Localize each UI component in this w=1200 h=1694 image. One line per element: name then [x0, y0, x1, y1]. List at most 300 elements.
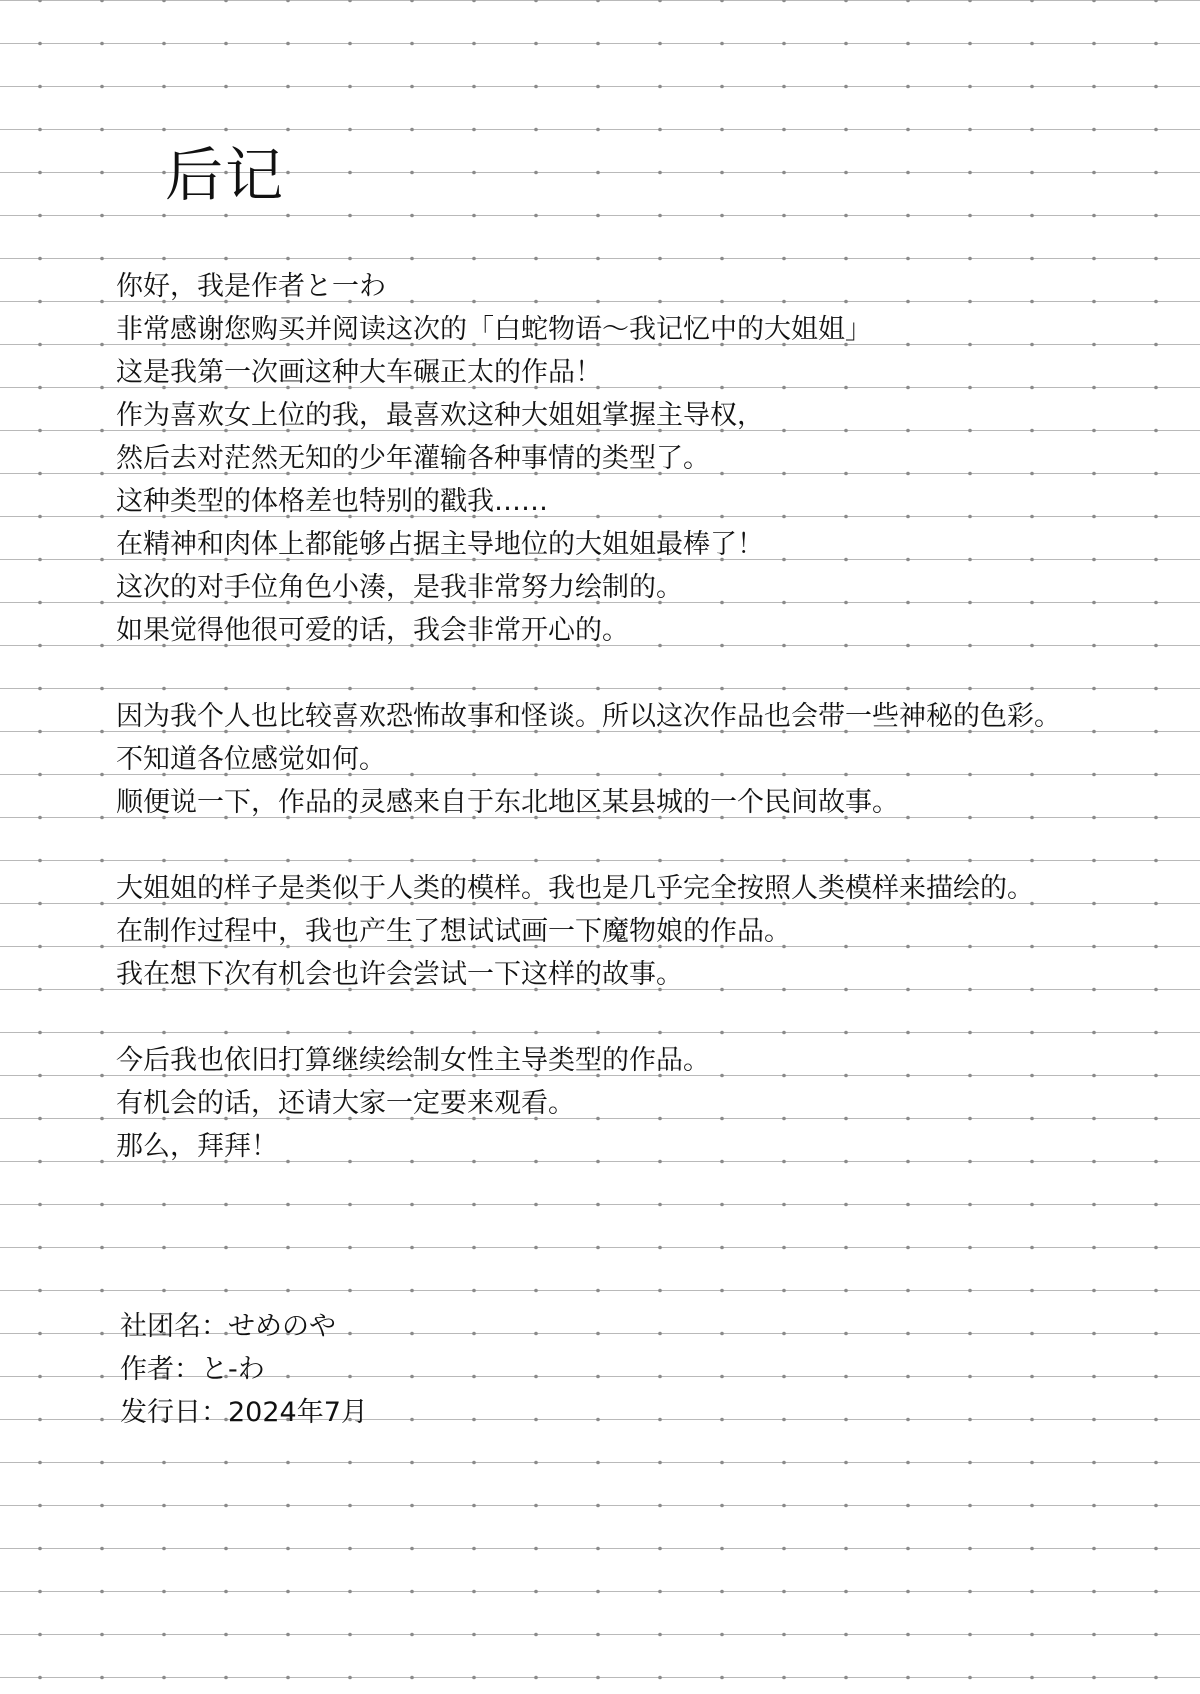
ruled-dot	[596, 1246, 600, 1250]
ruled-dot	[844, 85, 848, 89]
text-line: 这次的对手位角色小湊，是我非常努力绘制的。	[116, 572, 683, 603]
ruled-dot	[968, 515, 972, 519]
ruled-dot	[286, 1504, 290, 1508]
ruled-dot	[844, 1547, 848, 1551]
ruled-dot	[782, 988, 786, 992]
ruled-dot	[1154, 558, 1158, 562]
ruled-dot	[1154, 171, 1158, 175]
ruled-dot	[1092, 171, 1096, 175]
ruled-dot	[1030, 816, 1034, 820]
ruled-dot	[844, 1676, 848, 1680]
ruled-dot	[472, 1504, 476, 1508]
ruled-dot	[596, 1332, 600, 1336]
ruled-dot	[472, 171, 476, 175]
text-line: 这是我第一次画这种大车碾正太的作品！	[116, 357, 602, 388]
ruled-dot	[844, 687, 848, 691]
ruled-dot	[286, 1547, 290, 1551]
ruled-dot	[1030, 343, 1034, 347]
ruled-dot	[1092, 300, 1096, 304]
ruled-dot	[38, 1332, 42, 1336]
ruled-dot	[1030, 1547, 1034, 1551]
text-line: 大姐姐的样子是类似于人类的模样。我也是几乎完全按照人类模样来描绘的。	[116, 873, 1034, 904]
ruled-dot	[38, 1160, 42, 1164]
ruled-dot	[410, 1504, 414, 1508]
ruled-dot	[906, 1504, 910, 1508]
ruled-dot	[1030, 1074, 1034, 1078]
ruled-dot	[472, 1160, 476, 1164]
ruled-dot	[38, 1375, 42, 1379]
ruled-dot	[844, 1418, 848, 1422]
ruled-dot	[720, 171, 724, 175]
ruled-dot	[596, 85, 600, 89]
ruled-dot	[286, 1461, 290, 1465]
ruled-dot	[410, 1676, 414, 1680]
ruled-dot	[1092, 1074, 1096, 1078]
ruled-dot	[782, 644, 786, 648]
ruled-dot	[1092, 1160, 1096, 1164]
ruled-dot	[1092, 1246, 1096, 1250]
ruled-dot	[38, 128, 42, 132]
ruled-dot	[1092, 988, 1096, 992]
ruled-dot	[348, 1547, 352, 1551]
ruled-dot	[38, 257, 42, 261]
ruled-dot	[100, 816, 104, 820]
ruled-dot	[596, 1676, 600, 1680]
ruled-dot	[472, 1332, 476, 1336]
ruled-dot	[38, 171, 42, 175]
ruled-dot	[782, 558, 786, 562]
ruled-dot	[348, 1289, 352, 1293]
ruled-dot	[348, 1375, 352, 1379]
ruled-dot	[472, 773, 476, 777]
ruled-dot	[968, 386, 972, 390]
ruled-dot	[906, 644, 910, 648]
ruled-dot	[906, 1590, 910, 1594]
ruled-dot	[844, 1633, 848, 1637]
ruled-dot	[906, 171, 910, 175]
ruled-dot	[658, 1504, 662, 1508]
ruled-dot	[100, 85, 104, 89]
ruled-dot	[286, 1375, 290, 1379]
ruled-dot	[968, 816, 972, 820]
ruled-dot	[906, 945, 910, 949]
ruled-dot	[534, 42, 538, 46]
ruled-dot	[348, 1160, 352, 1164]
ruled-dot	[1092, 515, 1096, 519]
ruled-dot	[658, 1117, 662, 1121]
ruled-dot	[844, 1031, 848, 1035]
ruled-dot	[844, 1461, 848, 1465]
ruled-dot	[1030, 601, 1034, 605]
ruled-dot	[968, 1590, 972, 1594]
ruled-dot	[100, 472, 104, 476]
ruled-dot	[658, 515, 662, 519]
ruled-dot	[1030, 1375, 1034, 1379]
ruled-dot	[844, 773, 848, 777]
ruled-dot	[472, 1676, 476, 1680]
ruled-dot	[348, 1590, 352, 1594]
ruled-dot	[968, 1676, 972, 1680]
ruled-dot	[844, 859, 848, 863]
ruled-dot	[1092, 902, 1096, 906]
ruled-dot	[1154, 687, 1158, 691]
ruled-dot	[1030, 1203, 1034, 1207]
ruled-dot	[658, 1590, 662, 1594]
ruled-dot	[844, 1289, 848, 1293]
ruled-dot	[844, 1074, 848, 1078]
ruled-dot	[906, 472, 910, 476]
ruled-dot	[1030, 42, 1034, 46]
ruled-dot	[1154, 816, 1158, 820]
ruled-dot	[410, 687, 414, 691]
ruled-dot	[968, 1117, 972, 1121]
ruled-dot	[1030, 1031, 1034, 1035]
ruled-dot	[1154, 1117, 1158, 1121]
ruled-dot	[1030, 1418, 1034, 1422]
ruled-dot	[782, 1246, 786, 1250]
ruled-dot	[1030, 1676, 1034, 1680]
text-line: 在精神和肉体上都能够占据主导地位的大姐姐最棒了！	[116, 529, 764, 560]
ruled-dot	[1030, 171, 1034, 175]
ruled-dot	[100, 1461, 104, 1465]
ruled-dot	[720, 1590, 724, 1594]
text-line: 然后去对茫然无知的少年灌输各种事情的类型了。	[116, 443, 710, 474]
ruled-dot	[38, 1633, 42, 1637]
ruled-dot	[906, 988, 910, 992]
ruled-dot	[968, 85, 972, 89]
ruled-dot	[844, 1117, 848, 1121]
ruled-dot	[1030, 859, 1034, 863]
ruled-dot	[100, 945, 104, 949]
ruled-dot	[534, 773, 538, 777]
ruled-dot	[472, 1031, 476, 1035]
ruled-dot	[1030, 472, 1034, 476]
ruled-dot	[348, 42, 352, 46]
ruled-dot	[844, 1375, 848, 1379]
ruled-dot	[720, 1203, 724, 1207]
ruled-dot	[1030, 1461, 1034, 1465]
text-line: 这种类型的体格差也特别的戳我……	[116, 486, 548, 517]
ruled-dot	[1030, 1590, 1034, 1594]
ruled-dot	[348, 1461, 352, 1465]
ruled-dot	[1030, 1160, 1034, 1164]
ruled-dot	[1154, 1246, 1158, 1250]
ruled-dot	[286, 1160, 290, 1164]
ruled-dot	[410, 85, 414, 89]
ruled-dot	[286, 257, 290, 261]
ruled-dot	[472, 300, 476, 304]
ruled-dot	[596, 1418, 600, 1422]
ruled-dot	[844, 1332, 848, 1336]
ruled-dot	[534, 1160, 538, 1164]
text-line: 非常感谢您购买并阅读这次的「白蛇物语～我记忆中的大姐姐」	[116, 314, 872, 345]
ruled-dot	[286, 0, 290, 2]
ruled-dot	[534, 1590, 538, 1594]
ruled-dot	[906, 816, 910, 820]
ruled-dot	[720, 601, 724, 605]
ruled-dot	[348, 1203, 352, 1207]
ruled-dot	[410, 1418, 414, 1422]
ruled-dot	[968, 1633, 972, 1637]
ruled-dot	[906, 859, 910, 863]
ruled-dot	[162, 128, 166, 132]
ruled-dot	[286, 859, 290, 863]
ruled-dot	[286, 1633, 290, 1637]
ruled-dot	[534, 171, 538, 175]
ruled-dot	[38, 386, 42, 390]
author-name: 作者：と-わ	[120, 1354, 265, 1385]
ruled-dot	[224, 1031, 228, 1035]
ruled-dot	[162, 687, 166, 691]
ruled-dot	[1154, 644, 1158, 648]
ruled-dot	[906, 687, 910, 691]
ruled-dot	[410, 128, 414, 132]
ruled-dot	[224, 85, 228, 89]
ruled-dot	[1154, 257, 1158, 261]
ruled-dot	[844, 515, 848, 519]
ruled-dot	[534, 128, 538, 132]
ruled-dot	[906, 343, 910, 347]
ruled-dot	[968, 644, 972, 648]
ruled-dot	[534, 257, 538, 261]
ruled-dot	[782, 1074, 786, 1078]
ruled-dot	[100, 429, 104, 433]
ruled-dot	[1154, 515, 1158, 519]
ruled-dot	[906, 601, 910, 605]
ruled-dot	[720, 386, 724, 390]
ruled-dot	[782, 859, 786, 863]
ruled-dot	[596, 1547, 600, 1551]
ruled-dot	[38, 558, 42, 562]
ruled-dot	[162, 1461, 166, 1465]
ruled-dot	[38, 42, 42, 46]
ruled-dot	[472, 1246, 476, 1250]
ruled-dot	[906, 1160, 910, 1164]
ruled-dot	[1154, 902, 1158, 906]
ruled-dot	[782, 1117, 786, 1121]
ruled-dot	[38, 902, 42, 906]
ruled-dot	[658, 0, 662, 2]
ruled-dot	[844, 0, 848, 2]
ruled-dot	[968, 42, 972, 46]
ruled-dot	[100, 859, 104, 863]
ruled-dot	[1030, 687, 1034, 691]
text-line: 你好，我是作者と一わ	[116, 271, 386, 302]
ruled-dot	[38, 0, 42, 2]
ruled-dot	[38, 601, 42, 605]
text-line: 不知道各位感觉如何。	[116, 744, 386, 775]
ruled-dot	[1030, 85, 1034, 89]
ruled-dot	[162, 1676, 166, 1680]
ruled-dot	[472, 687, 476, 691]
ruled-dot	[1092, 1375, 1096, 1379]
ruled-dot	[1092, 1203, 1096, 1207]
ruled-dot	[224, 1461, 228, 1465]
ruled-dot	[844, 472, 848, 476]
ruled-dot	[224, 0, 228, 2]
ruled-dot	[906, 386, 910, 390]
ruled-dot	[968, 773, 972, 777]
ruled-dot	[534, 1246, 538, 1250]
ruled-dot	[1092, 1590, 1096, 1594]
ruled-dot	[1154, 1203, 1158, 1207]
ruled-dot	[906, 214, 910, 218]
ruled-dot	[1154, 1375, 1158, 1379]
ruled-dot	[38, 644, 42, 648]
ruled-dot	[38, 945, 42, 949]
ruled-dot	[1092, 773, 1096, 777]
ruled-dot	[720, 1676, 724, 1680]
ruled-dot	[534, 1375, 538, 1379]
ruled-dot	[472, 1633, 476, 1637]
ruled-dot	[534, 1547, 538, 1551]
ruled-dot	[1092, 1117, 1096, 1121]
ruled-dot	[1030, 644, 1034, 648]
ruled-dot	[782, 1203, 786, 1207]
ruled-dot	[472, 128, 476, 132]
ruled-dot	[844, 171, 848, 175]
ruled-dot	[968, 1203, 972, 1207]
ruled-dot	[782, 0, 786, 2]
ruled-dot	[534, 687, 538, 691]
ruled-dot	[286, 128, 290, 132]
ruled-dot	[720, 1461, 724, 1465]
ruled-dot	[1092, 214, 1096, 218]
ruled-dot	[1030, 558, 1034, 562]
ruled-dot	[906, 85, 910, 89]
ruled-dot	[658, 1461, 662, 1465]
ruled-dot	[410, 1590, 414, 1594]
ruled-dot	[286, 85, 290, 89]
ruled-dot	[38, 1590, 42, 1594]
ruled-dot	[410, 1461, 414, 1465]
ruled-dot	[1092, 644, 1096, 648]
ruled-dot	[906, 1289, 910, 1293]
ruled-dot	[224, 687, 228, 691]
ruled-dot	[100, 1418, 104, 1422]
ruled-dot	[782, 1633, 786, 1637]
ruled-dot	[1030, 386, 1034, 390]
ruled-dot	[38, 988, 42, 992]
ruled-dot	[1092, 1289, 1096, 1293]
ruled-dot	[720, 1375, 724, 1379]
ruled-dot	[968, 1375, 972, 1379]
ruled-dot	[720, 773, 724, 777]
ruled-dot	[100, 1504, 104, 1508]
ruled-dot	[38, 816, 42, 820]
ruled-dot	[1092, 945, 1096, 949]
ruled-dot	[1092, 386, 1096, 390]
ruled-dot	[968, 1160, 972, 1164]
ruled-dot	[410, 1160, 414, 1164]
ruled-dot	[1030, 515, 1034, 519]
ruled-dot	[596, 0, 600, 2]
ruled-dot	[968, 0, 972, 2]
ruled-dot	[100, 1203, 104, 1207]
ruled-dot	[348, 85, 352, 89]
ruled-dot	[100, 386, 104, 390]
ruled-dot	[720, 644, 724, 648]
ruled-dot	[782, 214, 786, 218]
ruled-dot	[844, 257, 848, 261]
ruled-dot	[658, 1160, 662, 1164]
ruled-dot	[1030, 1246, 1034, 1250]
ruled-dot	[658, 1375, 662, 1379]
ruled-dot	[348, 1246, 352, 1250]
ruled-dot	[100, 1117, 104, 1121]
ruled-dot	[534, 859, 538, 863]
ruled-dot	[782, 1461, 786, 1465]
ruled-dot	[100, 128, 104, 132]
ruled-dot	[38, 214, 42, 218]
ruled-dot	[844, 1590, 848, 1594]
ruled-dot	[658, 85, 662, 89]
ruled-dot	[906, 1203, 910, 1207]
text-line: 有机会的话，还请大家一定要来观看。	[116, 1088, 575, 1119]
ruled-dot	[410, 1246, 414, 1250]
ruled-dot	[224, 1289, 228, 1293]
ruled-dot	[472, 1203, 476, 1207]
ruled-dot	[100, 300, 104, 304]
ruled-dot	[472, 0, 476, 2]
ruled-dot	[968, 257, 972, 261]
ruled-dot	[1154, 1676, 1158, 1680]
ruled-dot	[1092, 343, 1096, 347]
ruled-dot	[720, 1504, 724, 1508]
ruled-dot	[906, 300, 910, 304]
circle-name: 社团名：せめのや	[120, 1311, 336, 1342]
ruled-dot	[162, 1246, 166, 1250]
ruled-dot	[1030, 1332, 1034, 1336]
ruled-dot	[224, 1246, 228, 1250]
ruled-dot	[38, 1246, 42, 1250]
ruled-dot	[782, 85, 786, 89]
ruled-dot	[38, 429, 42, 433]
ruled-dot	[596, 1289, 600, 1293]
ruled-dot	[658, 644, 662, 648]
ruled-dot	[1092, 601, 1096, 605]
ruled-dot	[906, 1332, 910, 1336]
ruled-dot	[596, 214, 600, 218]
ruled-dot	[1154, 1160, 1158, 1164]
ruled-dot	[410, 300, 414, 304]
ruled-dot	[1154, 1418, 1158, 1422]
ruled-dot	[1092, 1418, 1096, 1422]
page-title: 后记	[165, 141, 286, 209]
ruled-dot	[720, 1246, 724, 1250]
ruled-dot	[1030, 1504, 1034, 1508]
ruled-dot	[968, 429, 972, 433]
ruled-dot	[38, 515, 42, 519]
ruled-dot	[1030, 214, 1034, 218]
ruled-dot	[658, 1203, 662, 1207]
ruled-dot	[658, 687, 662, 691]
ruled-dot	[1154, 601, 1158, 605]
ruled-dot	[38, 85, 42, 89]
ruled-dot	[286, 1203, 290, 1207]
ruled-dot	[1092, 730, 1096, 734]
ruled-dot	[286, 42, 290, 46]
ruled-dot	[38, 859, 42, 863]
ruled-dot	[100, 1289, 104, 1293]
ruled-dot	[596, 1590, 600, 1594]
ruled-dot	[968, 1332, 972, 1336]
ruled-dot	[224, 257, 228, 261]
ruled-dot	[472, 1418, 476, 1422]
ruled-dot	[100, 988, 104, 992]
ruled-dot	[782, 1375, 786, 1379]
ruled-dot	[1092, 1332, 1096, 1336]
